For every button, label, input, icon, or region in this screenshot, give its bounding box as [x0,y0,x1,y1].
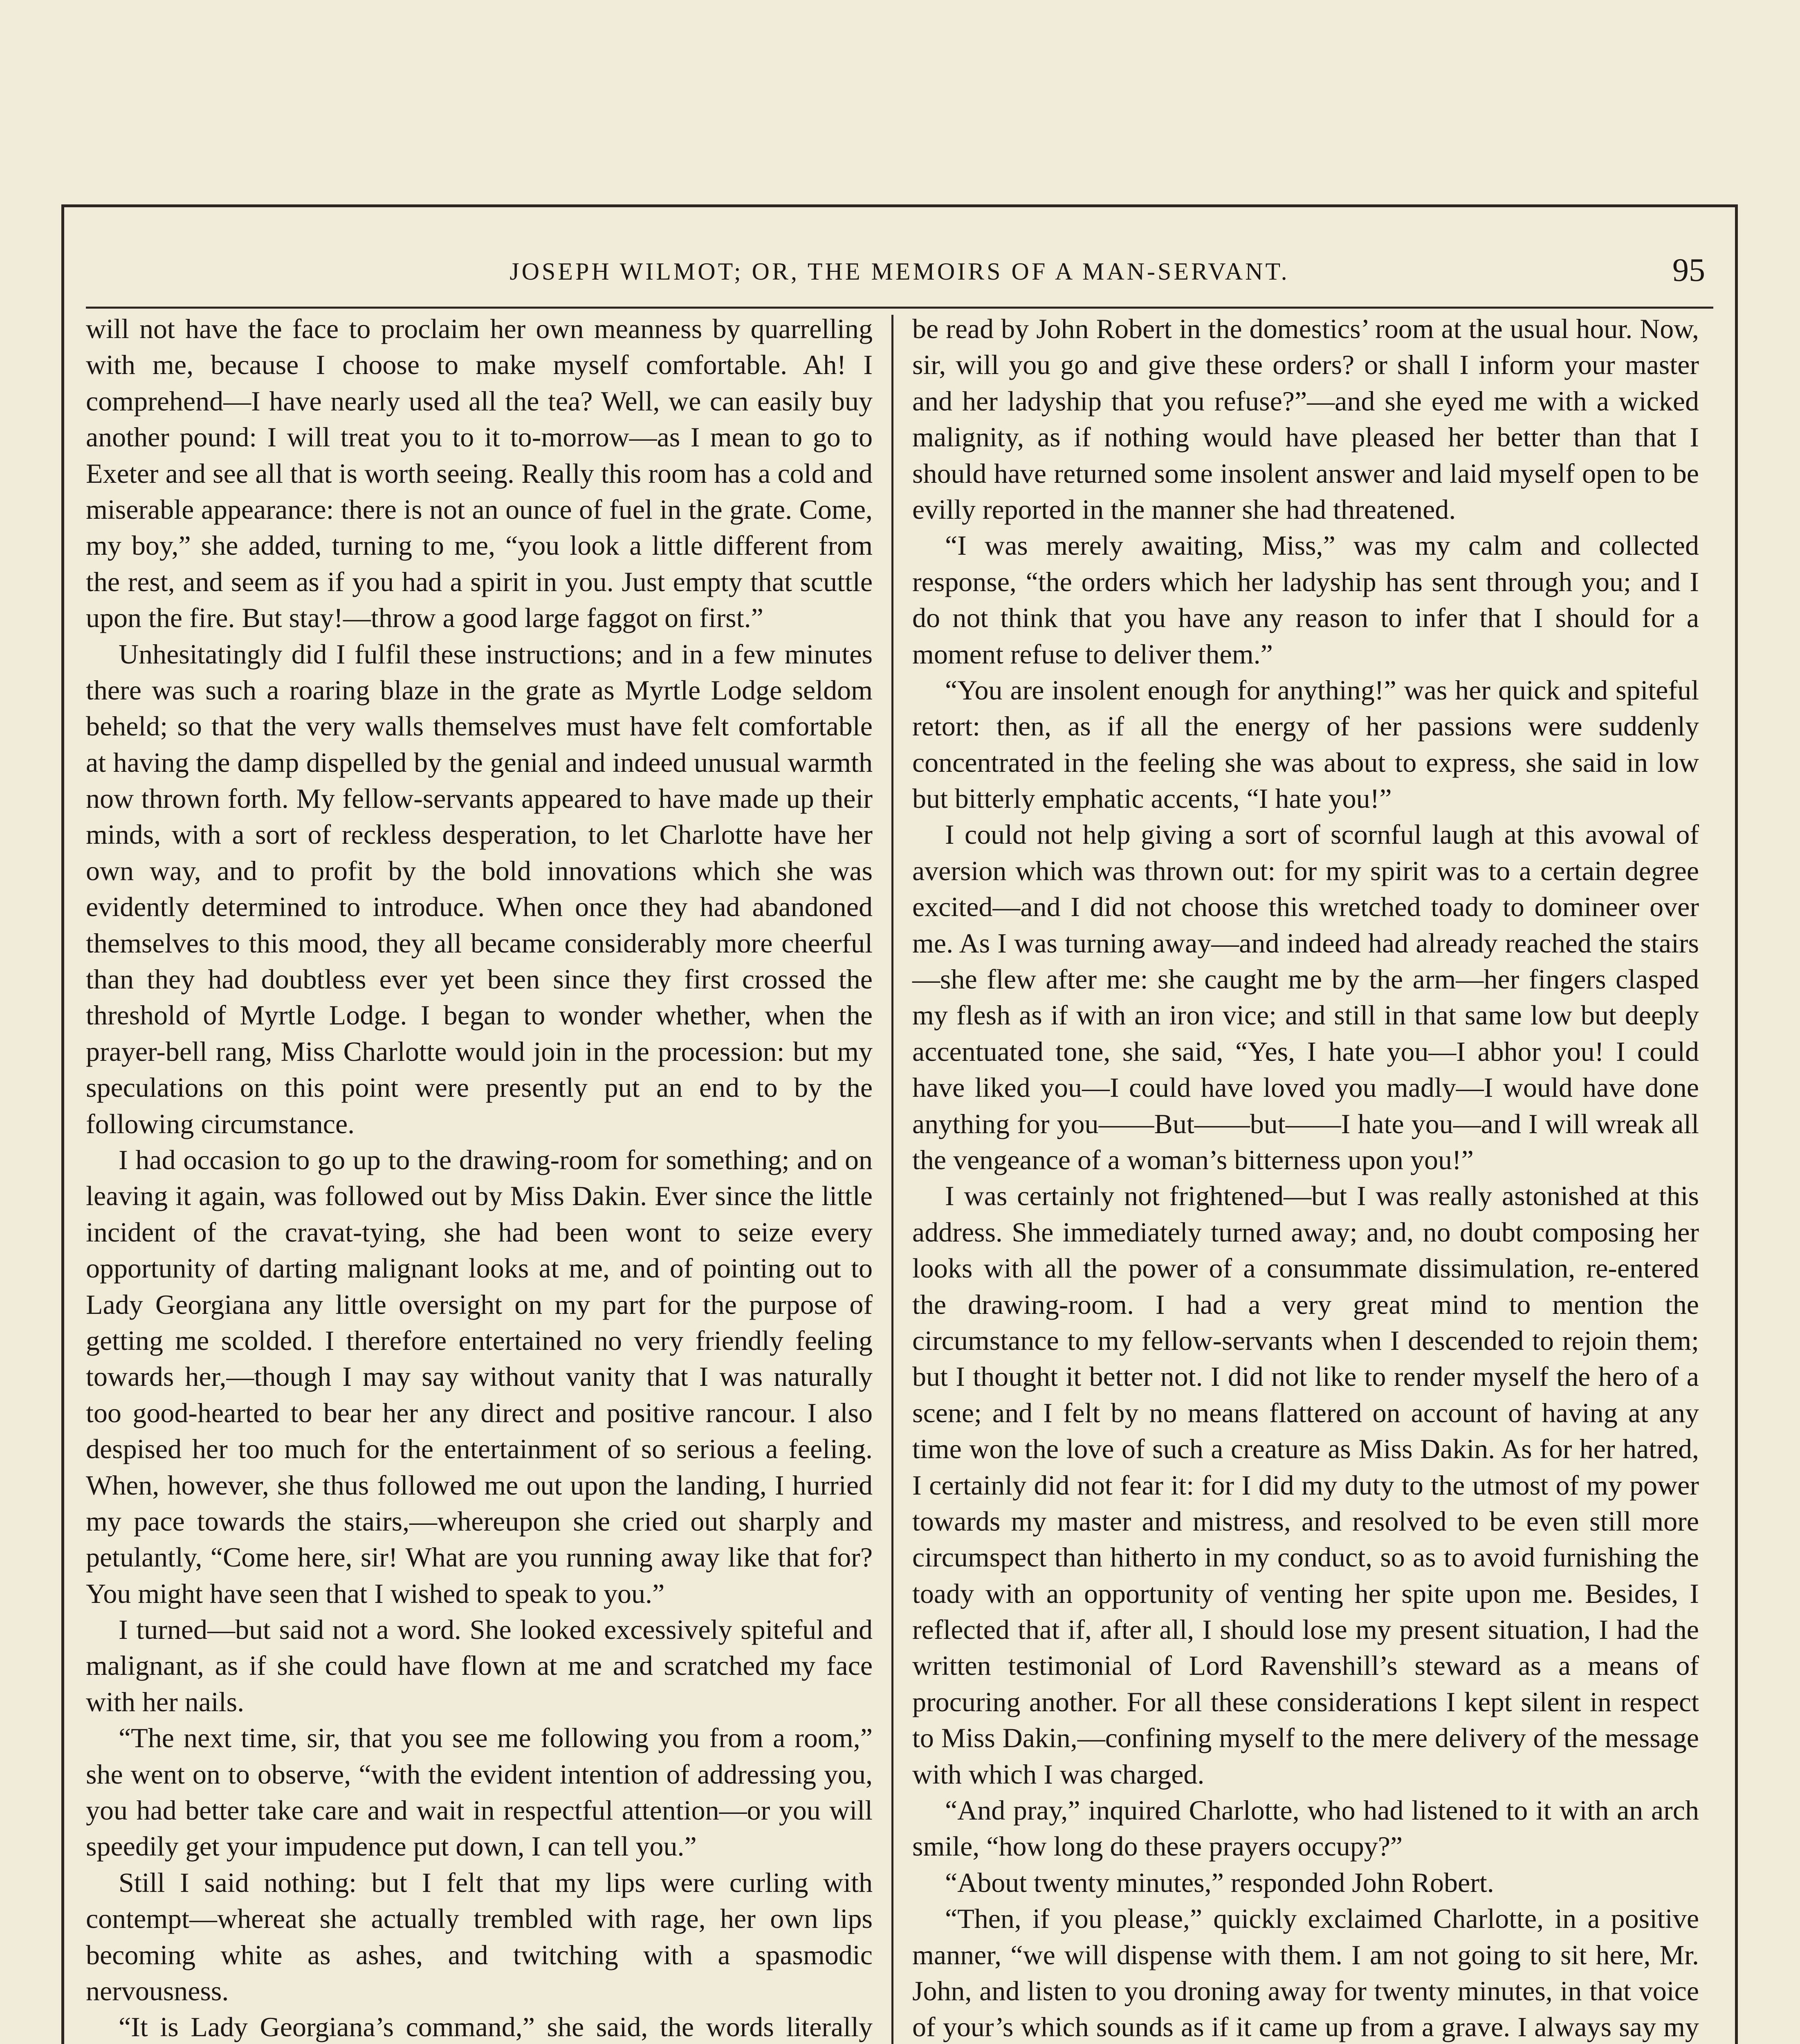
paragraph: “I was merely awaiting, Miss,” was my calm and collected response, “the orders which her ladyship has sent through you; and I do not think that you have any reason to infer that I should for a moment refuse to deliver them.” [912,530,1699,670]
paragraph: “You are insolent enough for anything!” was her quick and spiteful retort: then, as if all the energy of her passions were suddenly concentrated in the feeling she was about to express, she said in low but bitterly emphatic accents, “I hate you!” [912,674,1699,814]
paragraph: I could not help giving a sort of scornful laugh at this avowal of aversion which was thrown out: for my spirit was to a certain degree excited—and I did not choose this wretched toady to domineer over me. As I was turning away—and indeed had already reached the stairs—she flew after me: she caught me by the arm—her fingers clasped my flesh as if with an iron vice; and still in that same low but deeply accentuated tone, she said, “Yes, I hate you—I abhor you! I could have liked you—I could have loved you madly—I would have done anything for you——But——but——I hate you—and I will wreak all the vengeance of a woman’s bitterness upon you!” [912,819,1699,1175]
paragraph: “And pray,” inquired Charlotte, who had listened to it with an arch smile, “how long do these prayers occupy?” [912,1795,1699,1862]
paragraph: I was certainly not frightened—but I was really astonished at this address. She immediately turned away; and, no doubt composing her looks with all the power of a consummate dissimulation, re-entered the drawing-room. I had a very great mind to mention the circumstance to my fellow-servants when I descended to rejoin them; but I thought it better not. I did not like to render myself the hero of a scene; and I felt by no means flattered on account of having at any time won the love of such a creature as Miss Dakin. As for her hatred, I certainly did not fear it: for I did my duty to the utmost of my power towards my master and mistress, and resolved to be even still more circumspect than hitherto in my conduct, so as to avoid furnishing the toady with an opportunity of venting her spite upon me. Besides, I reflected that if, after all, I should lose my present situation, I had the written testimonial of Lord Ravenshill’s steward as a means of procuring another. For all these considerations I kept silent in respect to Miss Dakin,—confining myself to the mere delivery of the message with which I was charged. [912,1180,1699,1790]
paragraph: Unhesitatingly did I fulfil these instructions; and in a few minutes there was such a roaring blaze in the grate as Myrtle Lodge seldom beheld; so that the very walls themselves must have felt comfortable at having the damp dispelled by the genial and indeed unusual warmth now thrown forth. My fellow-servants appeared to have made up their minds, with a sort of reckless desperation, to let Charlotte have her own way, and to profit by the bold innovations which she was evidently determined to introduce. When once they had abandoned themselves to this mood, they all became considerably more cheerful than they had doubtless ever yet been since they first crossed the threshold of Myrtle Lodge. I began to wonder whether, when the prayer-bell rang, Miss Charlotte would join in the procession: but my speculations on this point were presently put an end to by the following circumstance. [86,638,873,1139]
text-columns [86,311,1713,2044]
left-column [86,311,891,2044]
page-header [86,249,1713,309]
right-column [893,311,1699,2044]
paragraph: “It is Lady Georgiana’s command,” she said, the words literally [119,2011,873,2043]
page-number: 95 [1672,252,1705,288]
paragraph: be read by John Robert in the domestics’ room at the usual hour. Now, sir, will you go and give these orders? or shall I inform your master and her ladyship that you refuse?”—and she eyed me with a wicked malignity, as if nothing would have pleased her better than that I should have returned some insolent answer and laid myself open to be evilly reported in the manner she had threatened. [912,313,1699,525]
paragraph: “About twenty minutes,” responded John Robert. [945,1867,1494,1898]
paragraph: I turned—but said not a word. She looked excessively spiteful and malignant, as if she could have flown at me and scratched my face with her nails. [86,1614,873,1717]
paragraph: “The next time, sir, that you see me following you from a room,” she went on to observe, “with the evident intention of addressing you, you had better take care and wait in respectful attention—or you will speedily get your impudence put down, I can tell you.” [86,1722,873,1862]
running-head: JOSEPH WILMOT; OR, THE MEMOIRS OF A MAN-SERVANT. [509,258,1290,285]
paragraph: I had occasion to go up to the drawing-room for something; and on leaving it again, was followed out by Miss Dakin. Ever since the little incident of the cravat-tying, she had been wont to seize every opportunity of darting malignant looks at me, and of pointing out to Lady Georgiana any little oversight on my part for the purpose of getting me scolded. I therefore entertained no very friendly feeling towards her,—though I may say without vanity that I was naturally too good-hearted to bear her any direct and positive rancour. I also despised her too much for the entertainment of so serious a feeling. When, however, she thus followed me out upon the landing, I hurried my pace towards the stairs,—whereupon she cried out sharply and petulantly, “Come here, sir! What are you running away like that for? You might have seen that I wished to speak to you.” [86,1144,873,1609]
paragraph: will not have the face to proclaim her own meanness by quarrelling with me, because I choose to make myself comfortable. Ah! I comprehend—I have nearly used all the tea? Well, we can easily buy another pound: I will treat you to it to-morrow—as I mean to go to Exeter and see all that is worth seeing. Really this room has a cold and miserable appearance: there is not an ounce of fuel in the grate. Come, my boy,” she added, turning to me, “you look a little different from the rest, and seem as if you had a spirit in you. Just empty that scuttle upon the fire. But stay!—throw a good large faggot on first.” [86,313,873,634]
paragraph: Still I said nothing: but I felt that my lips were curling with contempt—whereat she actually trembled with rage, her own lips becoming white as ashes, and twitching with a spasmodic nervousness. [86,1867,873,2006]
paragraph: “Then, if you please,” quickly exclaimed Charlotte, in a positive manner, “we will dispense with them. I am not going to sit here, Mr. John, and listen to you droning away for twenty minutes, in that voice of your’s which sounds as if it came up from a grave. I always say my [912,1903,1699,2043]
